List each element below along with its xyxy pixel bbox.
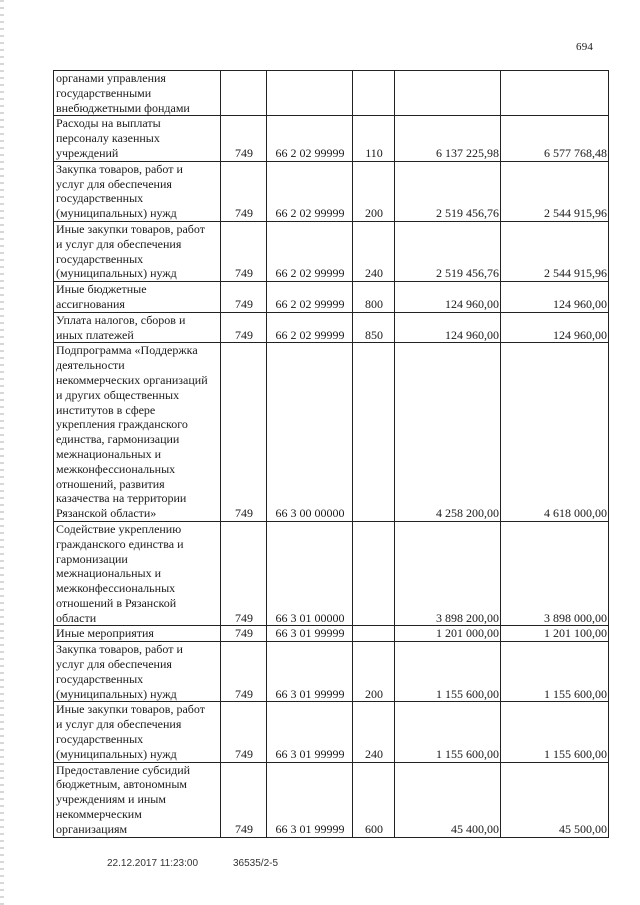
description-line: персоналу казенных bbox=[56, 131, 160, 146]
table-row bbox=[54, 221, 609, 281]
amount-year2-cell: 1 201 100,00 bbox=[501, 626, 609, 642]
description-line: внебюджетными фондами bbox=[56, 100, 190, 115]
description-line: институтов в сфере bbox=[56, 402, 156, 417]
ministry-code-cell: 749 bbox=[221, 642, 267, 702]
description-line: Иные бюджетные bbox=[56, 282, 147, 297]
table-row bbox=[54, 312, 609, 343]
description-line: услуг для обеспечения bbox=[56, 176, 172, 191]
amount-year1-cell: 2 519 456,76 bbox=[395, 161, 501, 221]
expense-type-cell: 110 bbox=[353, 116, 395, 161]
description-line: деятельности bbox=[56, 358, 125, 373]
row-description bbox=[54, 116, 221, 161]
description-line: межконфессиональных bbox=[56, 461, 176, 476]
description-line: организациям bbox=[56, 821, 128, 836]
amount-year2-cell: 1 155 600,00 bbox=[501, 642, 609, 702]
description-line: государственных bbox=[56, 732, 144, 747]
page-number: 694 bbox=[576, 41, 594, 53]
description-line: Закупка товаров, работ и bbox=[56, 161, 183, 176]
expense-type-cell: 200 bbox=[353, 642, 395, 702]
amount-year1-cell: 4 258 200,00 bbox=[395, 343, 501, 522]
target-article-cell: 66 3 01 99999 bbox=[267, 702, 353, 762]
ministry-code-cell: 749 bbox=[221, 762, 267, 837]
description-line: учреждений bbox=[56, 145, 119, 160]
description-line: иных платежей bbox=[56, 327, 134, 342]
table-row bbox=[54, 71, 609, 116]
amount-year1-cell bbox=[395, 71, 501, 116]
description-line: государственными bbox=[56, 85, 152, 100]
ministry-code-cell: 749 bbox=[221, 116, 267, 161]
description-line: межконфессиональных bbox=[56, 581, 176, 596]
ministry-code-cell: 749 bbox=[221, 282, 267, 313]
target-article-cell: 66 2 02 99999 bbox=[267, 221, 353, 281]
description-line: и услуг для обеспечения bbox=[56, 236, 182, 251]
budget-table bbox=[53, 70, 609, 838]
expense-type-cell: 600 bbox=[353, 762, 395, 837]
target-article-cell: 66 2 02 99999 bbox=[267, 161, 353, 221]
row-description bbox=[54, 312, 221, 343]
ministry-code-cell bbox=[221, 71, 267, 116]
target-article-cell: 66 3 01 99999 bbox=[267, 626, 353, 642]
amount-year1-cell: 124 960,00 bbox=[395, 282, 501, 313]
table-row bbox=[54, 642, 609, 702]
description-line: единства, гармонизации bbox=[56, 432, 180, 447]
description-line: гармонизации bbox=[56, 551, 128, 566]
target-article-cell: 66 3 01 00000 bbox=[267, 521, 353, 626]
footer-date: 22.12.2017 11:23:00 bbox=[107, 858, 199, 869]
row-description bbox=[54, 161, 221, 221]
description-line: отношений, развития bbox=[56, 476, 165, 491]
table-row bbox=[54, 626, 609, 642]
table-row bbox=[54, 343, 609, 522]
description-line: Закупка товаров, работ и bbox=[56, 642, 183, 657]
ministry-code-cell: 749 bbox=[221, 221, 267, 281]
description-line: учреждениям и иным bbox=[56, 792, 166, 807]
table-row bbox=[54, 116, 609, 161]
amount-year1-cell: 1 155 600,00 bbox=[395, 702, 501, 762]
description-line: и услуг для обеспечения bbox=[56, 717, 182, 732]
description-line: (муниципальных) нужд bbox=[56, 686, 177, 701]
target-article-cell: 66 3 00 00000 bbox=[267, 343, 353, 522]
description-line: укрепления гражданского bbox=[56, 417, 188, 432]
table-row bbox=[54, 282, 609, 313]
target-article-cell bbox=[267, 71, 353, 116]
description-line: отношений в Рязанской bbox=[56, 595, 177, 610]
ministry-code-cell: 749 bbox=[221, 626, 267, 642]
description-line: и других общественных bbox=[56, 387, 180, 402]
table-row bbox=[54, 702, 609, 762]
description-line: межнациональных и bbox=[56, 446, 162, 461]
amount-year1-cell: 124 960,00 bbox=[395, 312, 501, 343]
description-line: бюджетным, автономным bbox=[56, 777, 187, 792]
footer-document-code: 36535/2-5 bbox=[233, 858, 279, 869]
ministry-code-cell: 749 bbox=[221, 161, 267, 221]
description-line: некоммерческим bbox=[56, 807, 142, 822]
amount-year1-cell: 3 898 200,00 bbox=[395, 521, 501, 626]
amount-year1-cell: 45 400,00 bbox=[395, 762, 501, 837]
amount-year2-cell: 2 544 915,96 bbox=[501, 221, 609, 281]
description-line: (муниципальных) нужд bbox=[56, 746, 177, 761]
target-article-cell: 66 3 01 99999 bbox=[267, 762, 353, 837]
row-description bbox=[54, 702, 221, 762]
target-article-cell: 66 3 01 99999 bbox=[267, 642, 353, 702]
description-line: (муниципальных) нужд bbox=[56, 266, 177, 281]
table-row bbox=[54, 161, 609, 221]
row-description bbox=[54, 282, 221, 313]
row-description bbox=[54, 762, 221, 837]
amount-year2-cell bbox=[501, 71, 609, 116]
description-line: (муниципальных) нужд bbox=[56, 206, 177, 221]
description-line: Иные закупки товаров, работ bbox=[56, 221, 205, 236]
description-line: услуг для обеспечения bbox=[56, 657, 172, 672]
expense-type-cell: 200 bbox=[353, 161, 395, 221]
row-description bbox=[54, 626, 221, 642]
expense-type-cell: 850 bbox=[353, 312, 395, 343]
description-line: межнациональных и bbox=[56, 566, 162, 581]
amount-year2-cell: 1 155 600,00 bbox=[501, 702, 609, 762]
scan-edge-artifact bbox=[0, 0, 4, 905]
description-line: органами управления bbox=[56, 71, 166, 85]
description-line: ассигнования bbox=[56, 296, 125, 311]
description-line: Иные мероприятия bbox=[56, 626, 154, 641]
amount-year1-cell: 1 201 000,00 bbox=[395, 626, 501, 642]
row-description bbox=[54, 343, 221, 522]
expense-type-cell: 240 bbox=[353, 702, 395, 762]
description-line: Иные закупки товаров, работ bbox=[56, 702, 205, 717]
row-description bbox=[54, 221, 221, 281]
description-line: государственных bbox=[56, 251, 144, 266]
amount-year2-cell: 6 577 768,48 bbox=[501, 116, 609, 161]
description-line: гражданского единства и bbox=[56, 536, 184, 551]
amount-year1-cell: 1 155 600,00 bbox=[395, 642, 501, 702]
description-line: государственных bbox=[56, 671, 144, 686]
amount-year1-cell: 2 519 456,76 bbox=[395, 221, 501, 281]
row-description bbox=[54, 642, 221, 702]
amount-year2-cell: 124 960,00 bbox=[501, 312, 609, 343]
ministry-code-cell: 749 bbox=[221, 312, 267, 343]
row-description bbox=[54, 71, 221, 116]
amount-year2-cell: 3 898 000,00 bbox=[501, 521, 609, 626]
budget-table-body bbox=[54, 71, 609, 838]
amount-year2-cell: 2 544 915,96 bbox=[501, 161, 609, 221]
description-line: Уплата налогов, сборов и bbox=[56, 312, 186, 327]
ministry-code-cell: 749 bbox=[221, 343, 267, 522]
amount-year2-cell: 45 500,00 bbox=[501, 762, 609, 837]
expense-type-cell bbox=[353, 626, 395, 642]
target-article-cell: 66 2 02 99999 bbox=[267, 312, 353, 343]
target-article-cell: 66 2 02 99999 bbox=[267, 282, 353, 313]
description-line: Рязанской области» bbox=[56, 506, 157, 521]
expense-type-cell: 240 bbox=[353, 221, 395, 281]
expense-type-cell bbox=[353, 71, 395, 116]
description-line: Содействие укреплению bbox=[56, 521, 182, 536]
description-line: области bbox=[56, 610, 97, 625]
expense-type-cell bbox=[353, 343, 395, 522]
ministry-code-cell: 749 bbox=[221, 521, 267, 626]
table-row bbox=[54, 521, 609, 626]
expense-type-cell: 800 bbox=[353, 282, 395, 313]
amount-year2-cell: 124 960,00 bbox=[501, 282, 609, 313]
amount-year2-cell: 4 618 000,00 bbox=[501, 343, 609, 522]
row-description bbox=[54, 521, 221, 626]
ministry-code-cell: 749 bbox=[221, 702, 267, 762]
description-line: государственных bbox=[56, 191, 144, 206]
description-line: Подпрограмма «Поддержка bbox=[56, 343, 198, 358]
table-row bbox=[54, 762, 609, 837]
description-line: некоммерческих организаций bbox=[56, 372, 208, 387]
description-line: Предоставление субсидий bbox=[56, 762, 191, 777]
target-article-cell: 66 2 02 99999 bbox=[267, 116, 353, 161]
description-line: Расходы на выплаты bbox=[56, 116, 161, 131]
expense-type-cell bbox=[353, 521, 395, 626]
amount-year1-cell: 6 137 225,98 bbox=[395, 116, 501, 161]
description-line: казачества на территории bbox=[56, 491, 187, 506]
